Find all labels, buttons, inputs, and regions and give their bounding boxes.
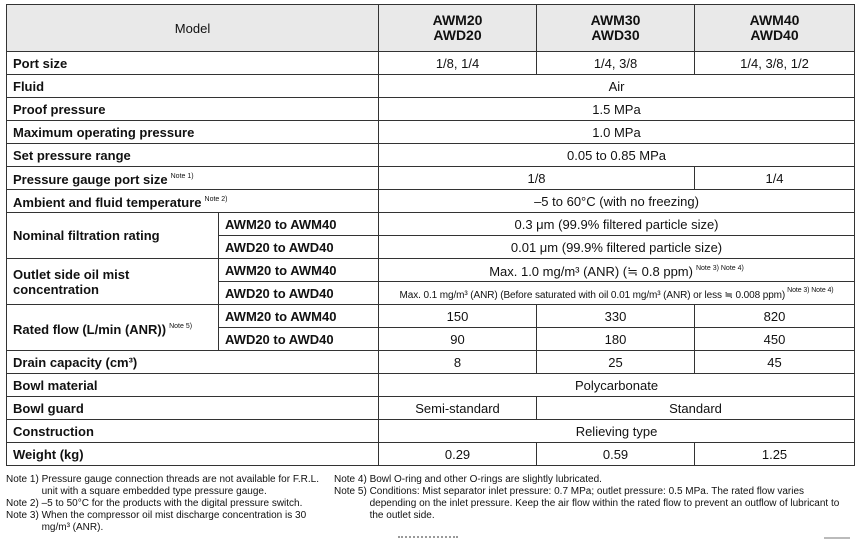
footnote: Note 4) Bowl O-ring and other O-rings are slightly lubricated. (334, 474, 602, 485)
gauge-port-value: 1/8 (379, 167, 695, 190)
construction-label: Construction (7, 420, 379, 443)
gauge-port-label: Pressure gauge port size $^{Note 1)}$ (7, 167, 379, 190)
specifications-table (6, 4, 855, 466)
proof-pressure-row (7, 98, 855, 121)
rated-flow-value: 330 (537, 305, 695, 328)
port-size-value: 1/4, 3/8 (537, 52, 695, 75)
model-column-1: AWM20 AWD20 (379, 5, 537, 52)
max-pressure-value: 1.0 MPa (379, 121, 855, 144)
oil-mist-sublabel: AWD20 to AWD40 (219, 282, 379, 305)
port-size-row (7, 52, 855, 75)
oil-mist-sublabel: AWM20 to AWM40 (219, 259, 379, 282)
set-pressure-value: 0.05 to 0.85 MPa (379, 144, 855, 167)
rated-flow-sublabel: AWD20 to AWD40 (219, 328, 379, 351)
construction-value: Relieving type (379, 420, 855, 443)
model-column-3: AWM40 AWD40 (695, 5, 855, 52)
footnotes-right (334, 474, 844, 522)
weight-value: 0.29 (379, 443, 537, 466)
weight-value: 1.25 (695, 443, 855, 466)
ambient-temp-label: Ambient and fluid temperature $^{Note 2)}$ (7, 190, 379, 213)
gauge-port-value: 1/4 (695, 167, 855, 190)
filtration-value: 0.01 μm (99.9% filtered particle size) (379, 236, 855, 259)
port-size-label: Port size (7, 52, 379, 75)
weight-value: 0.59 (537, 443, 695, 466)
weight-label: Weight (kg) (7, 443, 379, 466)
bowl-guard-value: Semi-standard (379, 397, 537, 420)
footnote: Note 3) When the compressor oil mist discharge concentration is 30 mg/m³ (ANR). (6, 510, 307, 533)
rated-flow-row-1 (7, 305, 855, 328)
fluid-label: Fluid (7, 75, 379, 98)
bowl-guard-value: Standard (537, 397, 855, 420)
note-reference: Note 2) (204, 196, 228, 203)
rated-flow-sublabel: AWM20 to AWM40 (219, 305, 379, 328)
oil-mist-label: Outlet side oil mist concentration (7, 259, 219, 305)
construction-row (7, 420, 855, 443)
rated-flow-value: 180 (537, 328, 695, 351)
bowl-guard-label: Bowl guard (7, 397, 379, 420)
rated-flow-label: Rated flow (L/min (ANR)) $^{Note 5)}$ (7, 305, 219, 351)
footnote: Note 5) Conditions: Mist separator inlet pressure: 0.7 MPa; outlet pressure: 0.5 MPa. The rated flow varies depending on the inlet pressure. Keep the air flow within the rated flow to prevent an outflow of lubricant to the outlet side. (334, 486, 840, 521)
footnotes-left (6, 474, 324, 534)
note-reference: Note 5) (169, 322, 193, 330)
rated-flow-value: 450 (695, 328, 855, 351)
decorative-dots (398, 536, 458, 542)
max-pressure-row (7, 121, 855, 144)
bowl-material-row (7, 374, 855, 397)
filtration-row-1 (7, 213, 855, 236)
drain-capacity-label: Drain capacity (cm³) (7, 351, 379, 374)
model-column-2: AWM30 AWD30 (537, 5, 695, 52)
oil-mist-value: Max. 1.0 mg/m³ (ANR) (≒ 0.8 ppm) $^{Note 3) Note 4)}$ (379, 259, 855, 282)
rated-flow-value: 820 (695, 305, 855, 328)
port-size-value: 1/8, 1/4 (379, 52, 537, 75)
bowl-material-label: Bowl material (7, 374, 379, 397)
filtration-label: Nominal filtration rating (7, 213, 219, 259)
rated-flow-value: 150 (379, 305, 537, 328)
fluid-value: Air (379, 75, 855, 98)
max-pressure-label: Maximum operating pressure (7, 121, 379, 144)
header-row (7, 5, 855, 52)
rated-flow-value: 90 (379, 328, 537, 351)
oil-mist-row-1 (7, 259, 855, 282)
model-header: Model (7, 5, 379, 52)
weight-row (7, 443, 855, 466)
ambient-temp-value: –5 to 60°C (with no freezing) (379, 190, 855, 213)
bowl-guard-row (7, 397, 855, 420)
ambient-temp-row (7, 190, 855, 213)
note-reference: Note 1) (170, 173, 194, 180)
proof-pressure-value: 1.5 MPa (379, 98, 855, 121)
set-pressure-row (7, 144, 855, 167)
note-reference: Note 3) Note 4) (695, 265, 744, 272)
drain-capacity-value: 8 (379, 351, 537, 374)
drain-capacity-value: 45 (695, 351, 855, 374)
bowl-material-value: Polycarbonate (379, 374, 855, 397)
filtration-sublabel: AWM20 to AWM40 (219, 213, 379, 236)
oil-mist-value: Max. 0.1 mg/m³ (ANR) (Before saturated with oil 0.01 mg/m³ (ANR) or less ≒ 0.008 ppm) $^{Note 3) Note 4)}$ (379, 282, 855, 305)
note-reference: Note 3) Note 4) (787, 287, 834, 294)
set-pressure-label: Set pressure range (7, 144, 379, 167)
filtration-sublabel: AWD20 to AWD40 (219, 236, 379, 259)
filtration-value: 0.3 μm (99.9% filtered particle size) (379, 213, 855, 236)
footnote: Note 1) Pressure gauge connection threads are not available for F.R.L. unit with a square embedded type pressure gauge. (6, 474, 319, 497)
port-size-value: 1/4, 3/8, 1/2 (695, 52, 855, 75)
drain-capacity-row (7, 351, 855, 374)
fluid-row (7, 75, 855, 98)
drain-capacity-value: 25 (537, 351, 695, 374)
gauge-port-row (7, 167, 855, 190)
proof-pressure-label: Proof pressure (7, 98, 379, 121)
footnote: Note 2) –5 to 50°C for the products with the digital pressure switch. (6, 498, 303, 509)
